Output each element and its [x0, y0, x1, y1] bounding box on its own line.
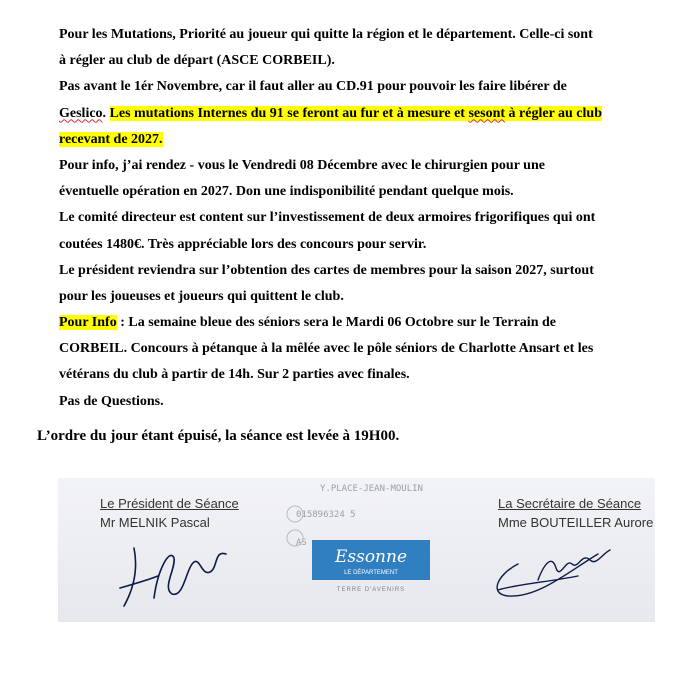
text-line: Le comité directeur est content sur l’investissement de deux armoires frigorifiques qui ont [59, 210, 596, 226]
text-line: CORBEIL. Concours à pétanque à la mêlée avec le pôle séniors de Charlotte Ansart et les [59, 341, 594, 357]
highlighted-text-2: recevant de 2027. [59, 131, 163, 147]
text-line: Pour les Mutations, Priorité au joueur qui quitte la région et le département. Celle-ci sont [59, 27, 593, 42]
text-line: éventuelle opération en 2027. Don une indisponibilité pendant quelque mois. [59, 184, 514, 200]
highlight-misspelled: sesont [468, 105, 506, 121]
president-name: Mr MELNIK Pascal [100, 515, 210, 530]
text-line: pour les joueuses et joueurs qui quittent le club. [59, 288, 344, 304]
president-role: Le Président de Séance [100, 496, 239, 511]
pour-info-label: Pour Info [59, 315, 117, 331]
text-line: Le président reviendra sur l’obtention des cartes de membres pour la saison 2027, surtout [59, 262, 594, 278]
text-line-pour-info [59, 310, 659, 336]
stamp-line-2: 015896324 5 [296, 510, 356, 520]
stamp-line-3: AS [296, 538, 307, 548]
logo-sub: LE DÉPARTEMENT [344, 570, 398, 576]
text-line [59, 127, 659, 153]
text-line: Pour info, j’ai rendez - vous le Vendredi 08 Décembre avec le chirurgien pour une [59, 157, 545, 173]
text-line: vétérans du club à partir de 14h. Sur 2 parties avec finales. [59, 367, 410, 383]
president-handwritten-signature [114, 528, 234, 618]
closing-line: L’ordre du jour étant épuisé, la séance est levée à 19H00. [37, 428, 400, 444]
logo-word: Essonne [334, 547, 408, 567]
text-line: à régler au club de départ (ASCE CORBEIL). [59, 53, 335, 69]
text-line-geslico [59, 101, 659, 127]
secretary-role: La Secrétaire de Séance [498, 496, 642, 511]
highlight-part-2: à régler au club [505, 105, 602, 121]
essonne-logo [312, 540, 430, 594]
secretary-handwritten-signature [478, 524, 618, 614]
logo-tagline: TERRE D'AVENIRS [336, 587, 406, 593]
text-line: Pas de Questions. [59, 393, 164, 409]
signature-block [58, 478, 655, 622]
pour-info-text: : La semaine bleue des séniors sera le Mardi 06 Octobre sur le Terrain de [116, 315, 556, 331]
geslico-rest: . [102, 105, 110, 121]
stamp-circles [280, 502, 310, 562]
meeting-notes-body [59, 22, 659, 415]
text-line: coutées 1480€. Très appréciable lors des concours pour servir. [59, 236, 427, 252]
president-signature-area [100, 496, 239, 530]
text-line: Pas avant le 1ér Novembre, car il faut aller au CD.91 pour pouvoir les faire libérer de [59, 79, 567, 95]
highlighted-text [110, 106, 602, 121]
secretary-name: Mme BOUTEILLER Aurore [498, 515, 654, 530]
highlight-part-1: Les mutations Internes du 91 se feront au fur et à mesure et [109, 105, 469, 121]
geslico-word: Geslico [59, 105, 103, 121]
stamp-line-1: Y.PLACE-JEAN-MOULIN [320, 484, 423, 494]
